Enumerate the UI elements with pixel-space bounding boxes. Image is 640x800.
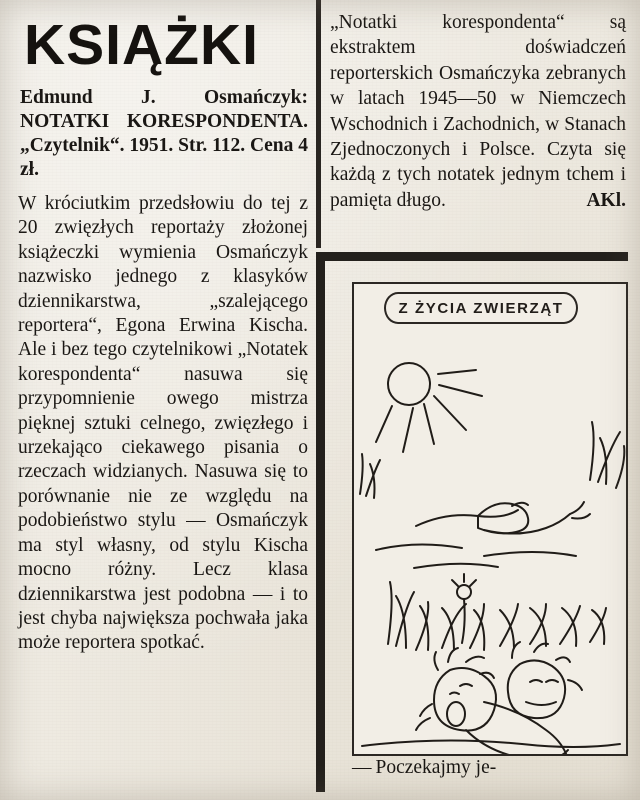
swimmer-arms bbox=[416, 510, 518, 526]
cartoon-drawing bbox=[354, 284, 626, 754]
sun-icon bbox=[388, 363, 430, 405]
review-body: W króciutkim przedsłowiu do tej z 20 zwięzłych reportaży złożonej książeczki wymienia Osmańczyk nazwisko jednego z klasyków dziennikarstwa, „szalejącego reportera“, Egona Erwina Kischa. Ale i bez tego czytelnikowi „Notatek korespondenta“ nasuwa się przypomnienie owego mistrza pięknej sztuki celnego, zwięzłego i urzekająco ciekawego pisania o rzeczach widzianych. Nasuwa się to porównanie nie ze względu na podobieństwo stylu — Osmańczyk ma styl własny, od stylu Kischa mocno różny. Lecz klasa dziennikarstwa jest podobna — i to jest chyba największa pochwała jaka może reportera spotkać. bbox=[18, 193, 308, 654]
page-title: KSIĄŻKI bbox=[24, 13, 259, 77]
lioness-mouth bbox=[526, 702, 556, 705]
frame-vertical-rule bbox=[316, 252, 325, 792]
frame-horizontal-rule bbox=[316, 252, 628, 261]
right-column bbox=[330, 10, 626, 213]
swimmer-head-body bbox=[478, 503, 528, 533]
cartoon-dialogue-text: Poczekajmy je- bbox=[375, 757, 497, 778]
lion-head-left bbox=[434, 668, 496, 731]
cartoon-caption-bubble bbox=[384, 292, 578, 324]
review-continuation-text: „Notatki korespondenta“ są ekstraktem doświadczeń reporterskich Osmańczyka zebranych w latach 1945—50 w Niemczech Wschodnich i Zachodnich, w Stanach Zjednoczonych i Polsce. Czyta się każdą z tych notatek jednym tchem i pamięta długo. bbox=[330, 12, 626, 211]
lioness-head-right bbox=[508, 660, 565, 718]
flower-icon bbox=[457, 585, 471, 599]
cartoon-dialogue bbox=[352, 756, 626, 780]
author-initials: AKl. bbox=[586, 189, 626, 211]
lion-open-mouth bbox=[447, 702, 465, 726]
cartoon-dialogue-dash: — bbox=[352, 757, 372, 778]
book-reference: Edmund J. Osmańczyk: NOTATKI KORESPONDENTA. „Czytelnik“. 1951. Str. 112. Cena 4 zł. bbox=[20, 87, 308, 180]
left-column bbox=[18, 14, 308, 656]
review-continuation bbox=[330, 10, 626, 213]
cartoon-caption-text: Z ŻYCIA ZWIERZĄT bbox=[398, 299, 564, 317]
cartoon-panel bbox=[352, 282, 628, 756]
column-divider bbox=[316, 0, 321, 248]
